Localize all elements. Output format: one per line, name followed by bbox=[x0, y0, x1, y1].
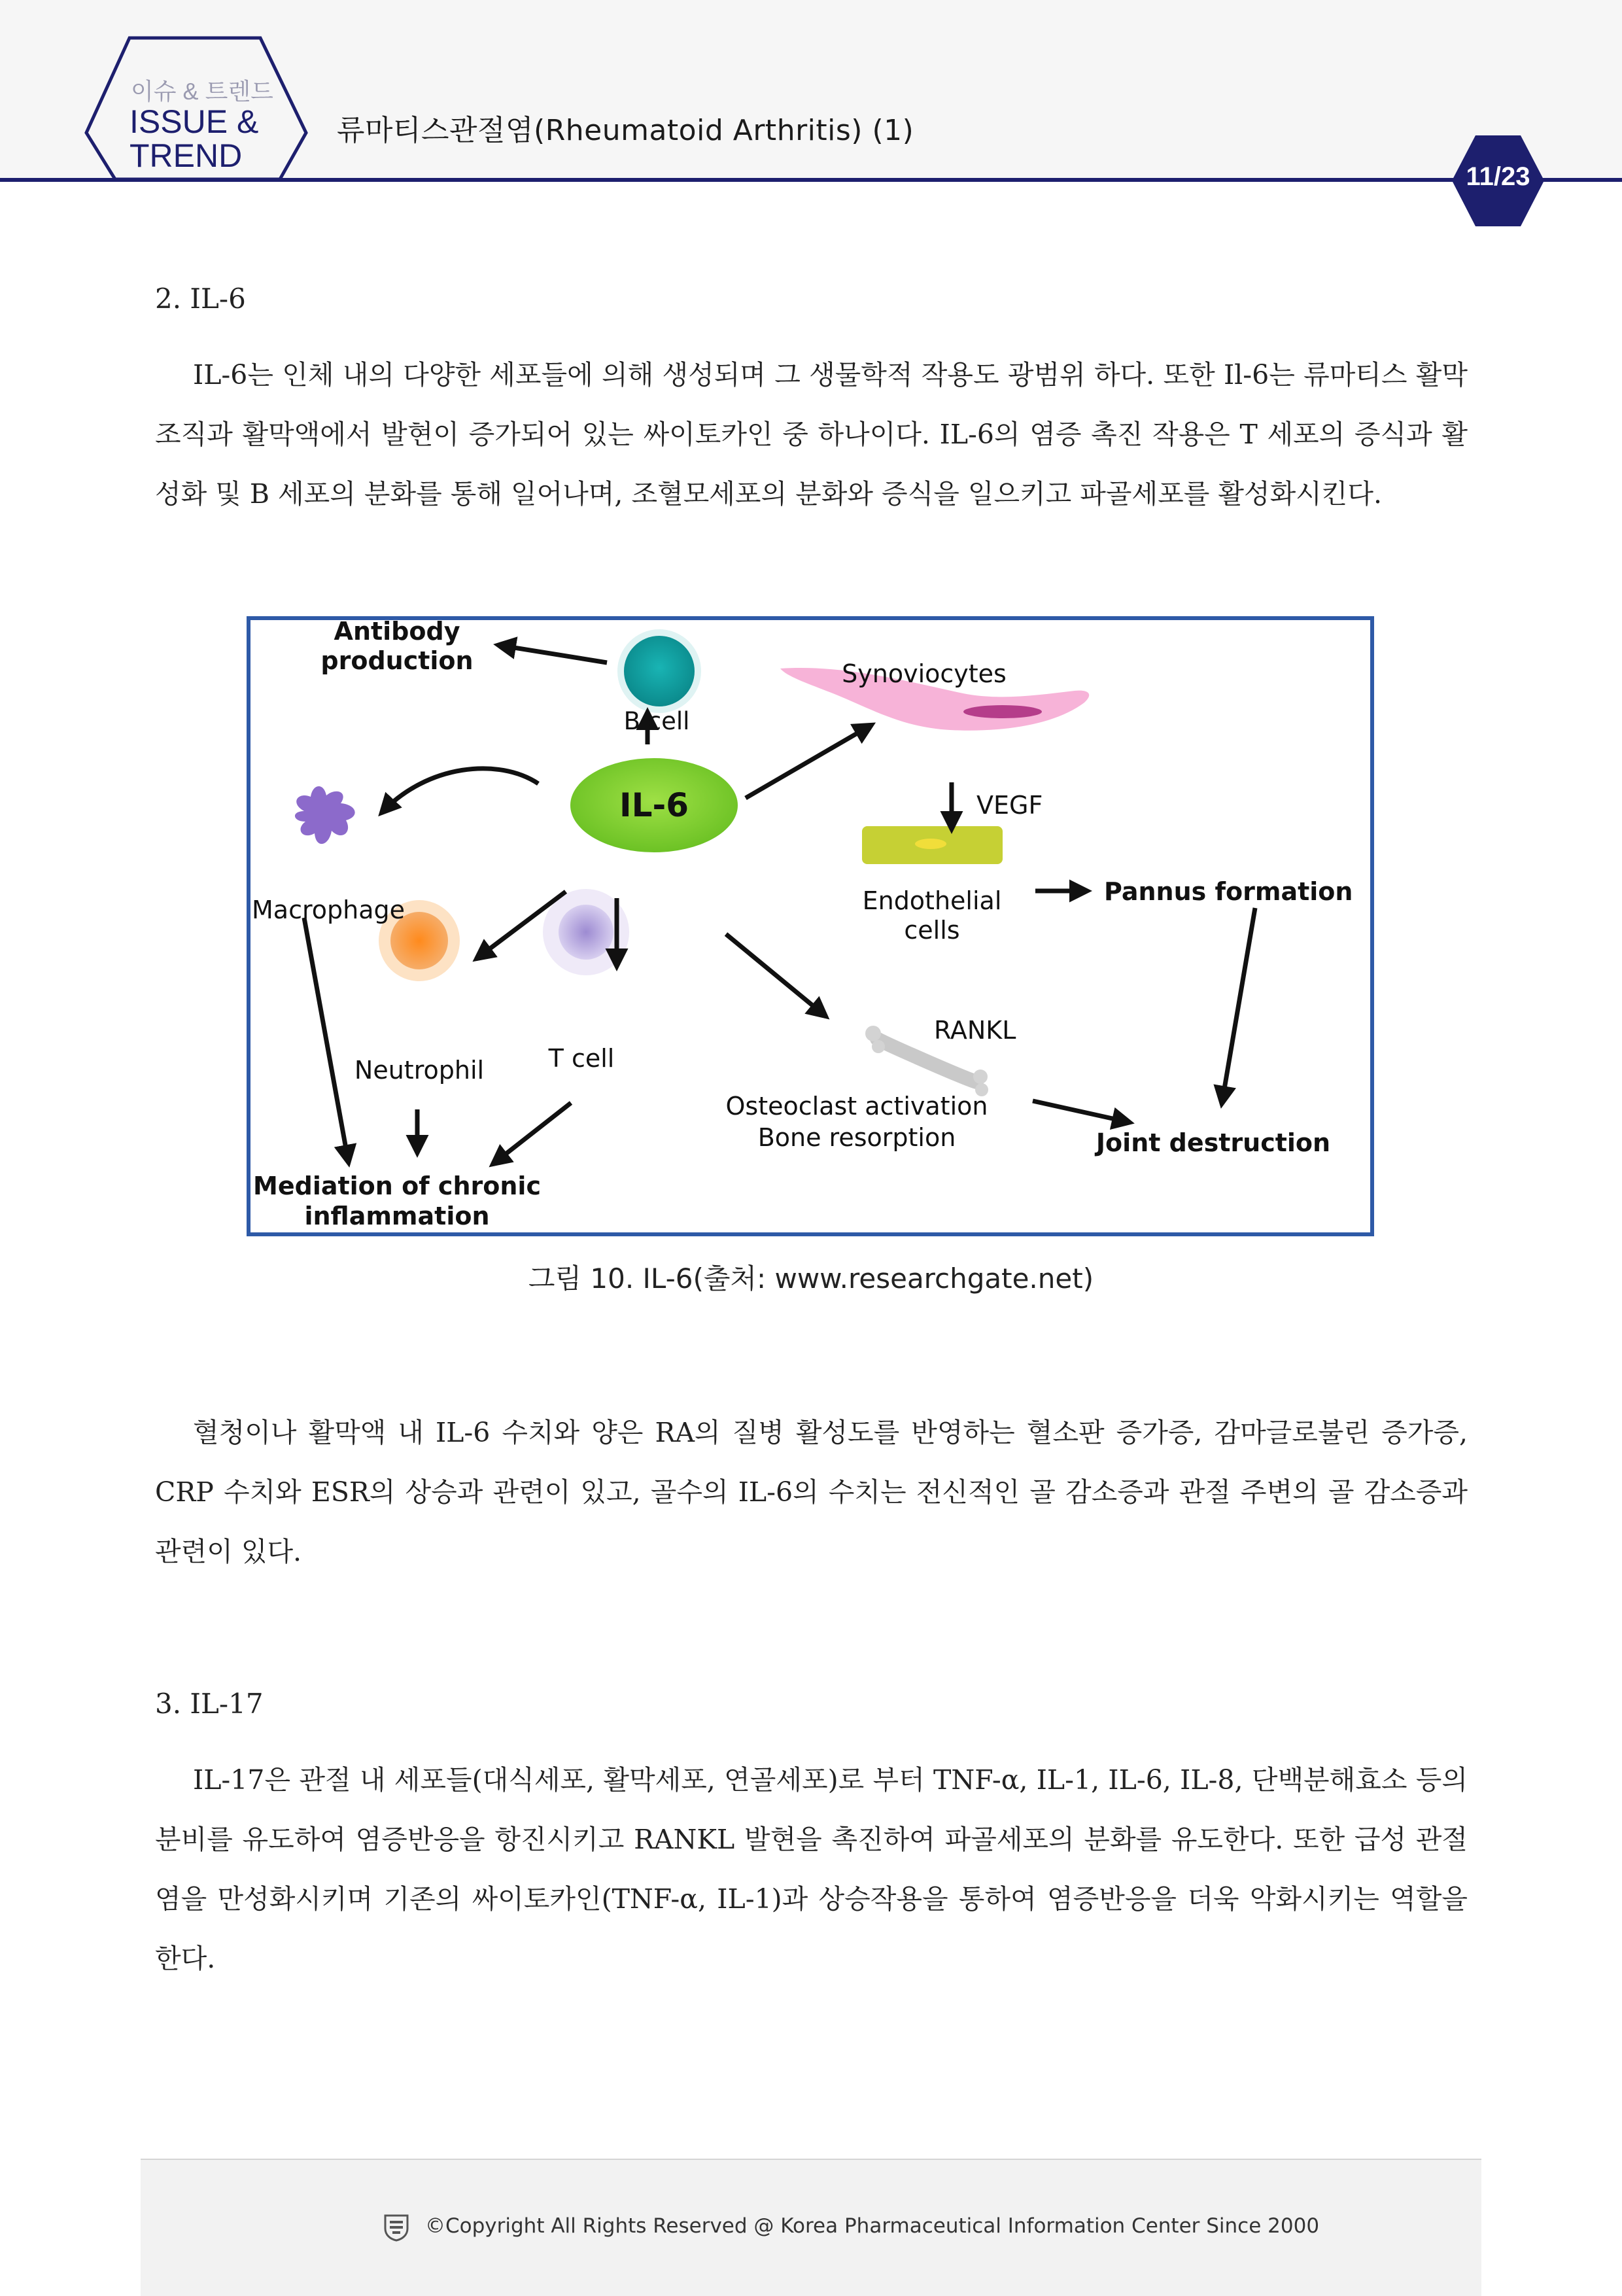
label-endothelial-cells: cells bbox=[904, 916, 960, 945]
label-inflammation: inflammation bbox=[304, 1202, 490, 1230]
kpic-shield-icon bbox=[383, 2213, 410, 2242]
label-pannus-formation: Pannus formation bbox=[1104, 877, 1353, 906]
label-b-cell: B cell bbox=[623, 707, 690, 735]
label-mediation-chronic: Mediation of chronic bbox=[253, 1172, 541, 1200]
endothelial-cell-icon bbox=[862, 826, 1003, 864]
badge-trend-label: TREND bbox=[129, 137, 243, 174]
label-joint-destruction: Joint destruction bbox=[1096, 1128, 1331, 1157]
copyright-text: ©Copyright All Rights Reserved @ Korea Pharmaceutical Information Center Since 2000 bbox=[425, 2214, 1320, 2238]
il6-figure bbox=[247, 616, 1374, 1236]
paragraph-il17: IL-17은 관절 내 세포들(대식세포, 활막세포, 연골세포)로 부터 TNF-α, IL-1, IL-6, IL-8, 단백분해효소 등의 분비를 유도하여 염증반응을 항진시키고 RANKL 발현을 촉진하여 파골세포의 분화를 유도한다. 또한 급성 관절염을 만성화시키며 기존의 싸이토카인(TNF-α, IL-1)과 상승작용을 통하여 염증반응을 더욱 악화시키는 역할을 한다. bbox=[155, 1764, 1468, 1974]
b-cell-icon bbox=[617, 629, 701, 713]
label-bone-resorption: Bone resorption bbox=[757, 1123, 956, 1152]
paragraph-il6-levels: 혈청이나 활막액 내 IL-6 수치와 양은 RA의 질병 활성도를 반영하는 혈소판 증가증, 감마글로불린 증가증, CRP 수치와 ESR의 상승과 관련이 있고, 골수의 IL-6의 수치는 전신적인 골 감소증과 관절 주변의 골 감소증과 관련이 있다. bbox=[155, 1417, 1468, 1567]
badge-issue-label: ISSUE & bbox=[129, 103, 259, 140]
paragraph-il6-intro: IL-6는 인체 내의 다양한 세포들에 의해 생성되며 그 생물학적 작용도 광범위 하다. 또한 Il-6는 류마티스 활막조직과 활막액에서 발현이 증가되어 있는 싸이토카인 중 하나이다. IL-6의 염증 촉진 작용은 T 세포의 증식과 활성화 및 B 세포의 분화를 통해 일어나며, 조혈모세포의 분화와 증식을 일으키고 파골세포를 활성화시킨다. bbox=[155, 359, 1468, 510]
label-antibody: Antibody bbox=[334, 620, 460, 646]
label-osteoclast-activation: Osteoclast activation bbox=[725, 1092, 988, 1121]
label-t-cell: T cell bbox=[548, 1044, 615, 1073]
label-synoviocytes: Synoviocytes bbox=[842, 659, 1007, 688]
label-il6: IL-6 bbox=[619, 786, 689, 824]
badge-korean-label: 이슈 & 트렌드 bbox=[131, 78, 273, 105]
il6-diagram bbox=[250, 620, 1370, 1232]
document-title: 류마티스관절염(Rheumatoid Arthritis) (1) bbox=[337, 114, 914, 147]
macrophage-icon bbox=[295, 786, 355, 844]
label-antibody-production: production bbox=[320, 646, 474, 675]
section-title-il17: 3. IL-17 bbox=[155, 1688, 264, 1720]
label-vegf: VEGF bbox=[976, 791, 1043, 820]
section-title-il6: 2. IL-6 bbox=[155, 283, 246, 315]
figure-caption: 그림 10. IL-6(출처: www.researchgate.net) bbox=[528, 1262, 1094, 1295]
page-number: 11/23 bbox=[1466, 162, 1530, 191]
label-macrophage: Macrophage bbox=[252, 896, 405, 924]
label-endothelial: Endothelial bbox=[862, 886, 1002, 915]
label-rankl: RANKL bbox=[934, 1016, 1016, 1045]
label-neutrophil: Neutrophil bbox=[354, 1056, 485, 1085]
